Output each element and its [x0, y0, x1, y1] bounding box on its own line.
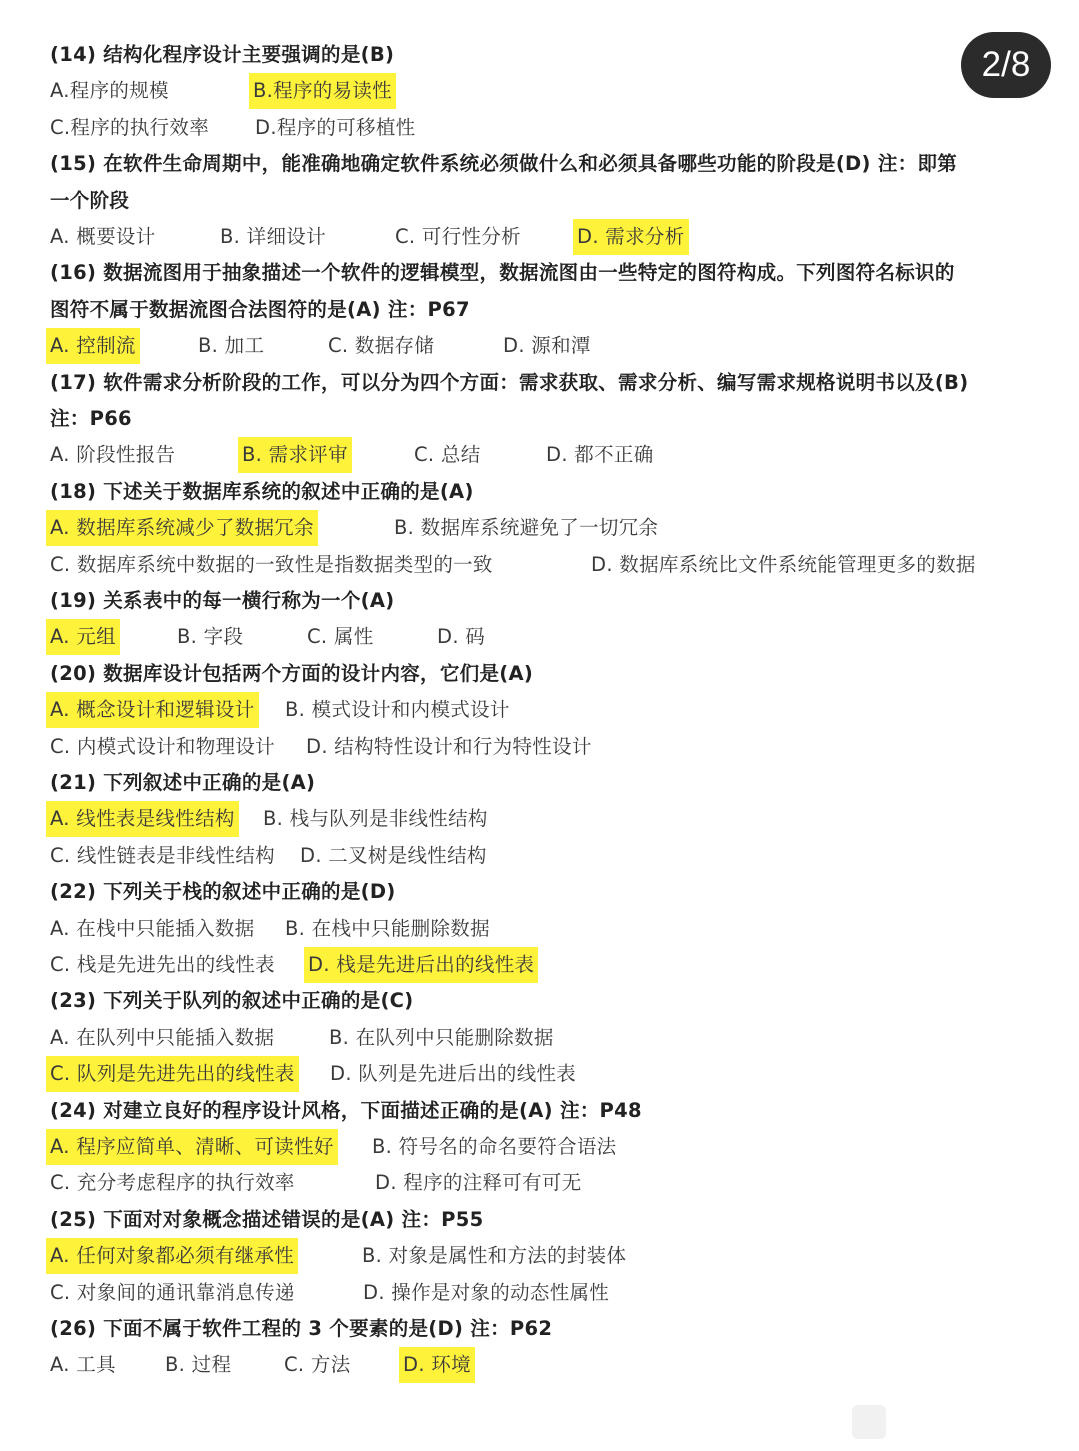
correct-option: D. 栈是先进后出的线性表 — [304, 947, 538, 983]
correct-option: B.程序的易读性 — [249, 73, 396, 109]
question-text: (18) 下述关于数据库系统的叙述中正确的是(A) — [50, 479, 474, 503]
answer-option: A. 工具 — [50, 1353, 116, 1377]
question-text: (14) 结构化程序设计主要强调的是(B) — [50, 43, 395, 66]
answer-option: B. 符号名的命名要符合语法 — [372, 1135, 617, 1158]
correct-option: B. 需求评审 — [238, 437, 352, 473]
answer-option: B. 栈与队列是非线性结构 — [263, 807, 488, 831]
answer-option: D. 码 — [437, 625, 486, 649]
answer-option: B. 过程 — [165, 1353, 232, 1377]
answer-option: D. 二叉树是线性结构 — [300, 843, 487, 867]
correct-option: C. 队列是先进先出的线性表 — [46, 1056, 299, 1092]
answer-option: D. 源和潭 — [503, 334, 591, 358]
correct-option: A. 元组 — [46, 619, 120, 655]
answer-option: D. 数据库系统比文件系统能管理更多的数据 — [591, 552, 976, 576]
answer-option: D. 队列是先进后出的线性表 — [330, 1062, 577, 1086]
answer-option: B. 模式设计和内模式设计 — [285, 698, 510, 722]
question-text: 注：P66 — [50, 407, 132, 430]
answer-option: C. 数据库系统中数据的一致性是指数据类型的一致 — [50, 552, 493, 576]
answer-option: C. 对象间的通讯靠消息传递 — [50, 1280, 295, 1304]
answer-option: C. 总结 — [414, 443, 481, 467]
watermark-icon — [852, 1405, 886, 1439]
answer-option: C. 内模式设计和物理设计 — [50, 734, 275, 758]
answer-option: C. 数据存储 — [328, 334, 435, 358]
answer-option: B. 加工 — [198, 334, 265, 358]
answer-option: C. 充分考虑程序的执行效率 — [50, 1171, 295, 1195]
correct-option: D. 环境 — [399, 1347, 475, 1383]
answer-option: C. 栈是先进先出的线性表 — [50, 953, 275, 976]
question-text: (15) 在软件生命周期中，能准确地确定软件系统必须做什么和必须具备哪些功能的阶段是(D) 注：即第 — [50, 152, 958, 176]
answer-option: B. 详细设计 — [220, 225, 326, 248]
correct-option: A. 数据库系统减少了数据冗余 — [46, 510, 318, 546]
answer-option: C.程序的执行效率 — [50, 115, 210, 139]
answer-option: A. 在队列中只能插入数据 — [50, 1025, 275, 1049]
answer-option: D. 操作是对象的动态性属性 — [363, 1280, 610, 1304]
question-text: (17) 软件需求分析阶段的工作，可以分为四个方面：需求获取、需求分析、编写需求规格说明书以及(B) — [50, 370, 969, 394]
correct-option: A. 控制流 — [46, 328, 140, 364]
answer-option: A. 概要设计 — [50, 225, 156, 248]
question-text: (20) 数据库设计包括两个方面的设计内容，它们是(A) — [50, 661, 534, 685]
question-text: (16) 数据流图用于抽象描述一个软件的逻辑模型，数据流图由一些特定的图符构成。下列图符名标识的 — [50, 261, 955, 285]
correct-option: A. 任何对象都必须有继承性 — [46, 1238, 298, 1274]
question-text: (24) 对建立良好的程序设计风格，下面描述正确的是(A) 注：P48 — [50, 1098, 642, 1122]
answer-option: A.程序的规模 — [50, 79, 169, 103]
correct-option: D. 需求分析 — [573, 219, 689, 255]
answer-option: B. 在栈中只能删除数据 — [285, 916, 490, 940]
answer-option: C. 可行性分析 — [395, 225, 521, 248]
answer-option: B. 在队列中只能删除数据 — [329, 1025, 554, 1049]
answer-option: C. 线性链表是非线性结构 — [50, 843, 275, 867]
page-counter-badge: 2/8 — [961, 32, 1051, 98]
question-text: (21) 下列叙述中正确的是(A) — [50, 771, 316, 794]
question-text: (25) 下面对对象概念描述错误的是(A) 注：P55 — [50, 1207, 484, 1231]
answer-option: B. 数据库系统避免了一切冗余 — [394, 516, 659, 540]
question-text: 图符不属于数据流图合法图符的是(A) 注：P67 — [50, 297, 470, 321]
question-text: (19) 关系表中的每一横行称为一个(A) — [50, 589, 395, 612]
answer-option: D. 都不正确 — [546, 443, 654, 467]
answer-option: C. 属性 — [307, 625, 374, 649]
answer-option: C. 方法 — [284, 1353, 351, 1377]
answer-option: A. 在栈中只能插入数据 — [50, 916, 255, 940]
answer-option: B. 字段 — [177, 625, 244, 649]
answer-option: D.程序的可移植性 — [255, 115, 416, 139]
answer-option: D. 结构特性设计和行为特性设计 — [306, 734, 592, 758]
question-text: (22) 下列关于栈的叙述中正确的是(D) — [50, 880, 396, 904]
question-text: (23) 下列关于队列的叙述中正确的是(C) — [50, 989, 414, 1013]
answer-option: A. 阶段性报告 — [50, 443, 176, 467]
answer-option: B. 对象是属性和方法的封装体 — [362, 1244, 627, 1268]
correct-option: A. 线性表是线性结构 — [46, 801, 239, 837]
question-text: 一个阶段 — [50, 188, 130, 212]
answer-option: D. 程序的注释可有可无 — [375, 1171, 582, 1195]
question-text: (26) 下面不属于软件工程的 3 个要素的是(D) 注：P62 — [50, 1317, 553, 1340]
correct-option: A. 概念设计和逻辑设计 — [46, 692, 259, 728]
correct-option: A. 程序应简单、清晰、可读性好 — [46, 1129, 338, 1165]
